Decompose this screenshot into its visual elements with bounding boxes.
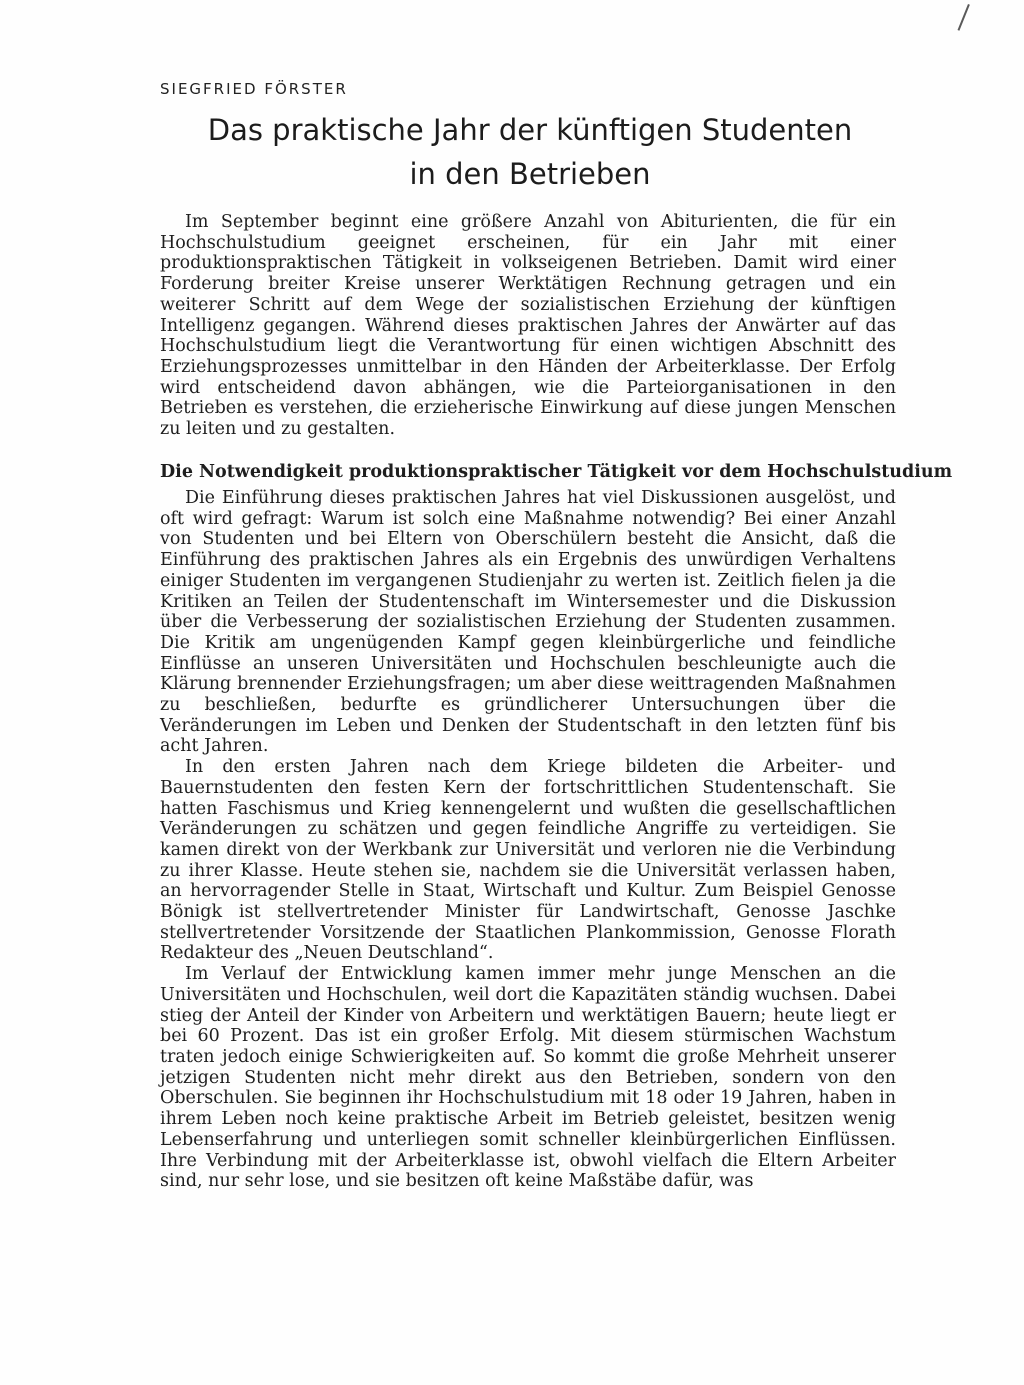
body-paragraph-1: Die Einführung dieses praktischen Jahres hat viel Diskussionen ausgelöst, und oft wird gefragt: Warum ist solch eine Maßnahme notwendig? Bei einer Anzahl von Studenten und bei Eltern von Oberschülern besteht die Ansicht, daß die Einführung des praktischen Jahres als ein Ergebnis des unwürdigen Verhaltens einiger Studenten im vergangenen Studienjahr zu werten ist. Zeitlich fielen ja die Kritiken an Teilen der Studentenschaft im Wintersemester und die Diskussion über die Verbesserung der sozialistischen Erziehung der Studenten zusammen. Die Kritik am ungenügenden Kampf gegen kleinbürgerliche und feindliche Einflüsse an unseren Universitäten und Hochschulen beschleunigte auch die Klärung brennender Erziehungsfragen; um aber diese weittragenden Maßnahmen zu beschließen, bedurfte es gründlicherer Untersuchungen über die Veränderungen im Leben und Denken der Studentschaft in den letzten fünf bis acht Jahren. — [160, 488, 896, 757]
intro-paragraph: Im September beginnt eine größere Anzahl von Abiturienten, die für ein Hochschulstudium geeignet erscheinen, für ein Jahr mit einer produktionspraktischen Tätigkeit in volkseigenen Betrieben. Damit wird einer Forderung breiter Kreise unserer Werktätigen Rechnung getragen und ein weiterer Schritt auf dem Wege der sozialistischen Erziehung der künftigen Intelligenz gegangen. Während dieses praktischen Jahres der Anwärter auf das Hochschulstudium liegt die Verantwortung für einen wichtigen Abschnitt des Erziehungsprozesses unmittelbar in den Händen der Arbeiterklasse. Der Erfolg wird entscheidend davon abhängen, wie die Parteiorganisationen in den Betrieben es verstehen, die erzieherische Einwirkung auf diese jungen Menschen zu leiten und zu gestalten. — [160, 212, 896, 440]
title-line-2: in den Betrieben — [409, 157, 651, 191]
main-text-block — [160, 488, 896, 1192]
title-line-1: Das praktische Jahr der künftigen Studenten — [207, 113, 853, 147]
body-paragraph-3: Im Verlauf der Entwicklung kamen immer mehr junge Menschen an die Universitäten und Hochschulen, weil dort die Kapazitäten ständig wuchsen. Dabei stieg der Anteil der Kinder von Arbeitern und werktätigen Bauern; heute liegt er bei 60 Prozent. Das ist ein großer Erfolg. Mit diesem stürmischen Wachstum traten jedoch einige Schwierigkeiten auf. So kommt die große Mehrheit unserer jetzigen Studenten nicht mehr direkt aus den Betrieben, sondern von den Oberschulen. Sie beginnen ihr Hochschulstudium mit 18 oder 19 Jahren, haben in ihrem Leben noch keine praktische Arbeit im Betrieb geleistet, besitzen wenig Lebenserfahrung und unterliegen somit schneller kleinbürgerlichen Einflüssen. Ihre Verbindung mit der Arbeiterklasse ist, obwohl vielfach die Eltern Arbeiter sind, nur sehr lose, und sie besitzen oft keine Maßstäbe dafür, was — [160, 964, 896, 1192]
section-heading: Die Notwendigkeit produktionspraktischer Tätigkeit vor dem Hochschulstudium — [160, 462, 953, 482]
body-paragraph-2: In den ersten Jahren nach dem Kriege bildeten die Arbeiter- und Bauernstudenten den festen Kern der fortschrittlichen Studentenschaft. Sie hatten Faschismus und Krieg kennengelernt und wußten die gesellschaftlichen Veränderungen zu schätzen und gegen feindliche Angriffe zu verteidigen. Sie kamen direkt von der Werkbank zur Universität und verloren nie die Verbindung zu ihrer Klasse. Heute stehen sie, nachdem sie die Universität verlassen haben, an hervorragender Stelle in Staat, Wirtschaft und Kultur. Zum Beispiel Genosse Bönigk ist stellvertretender Minister für Landwirtschaft, Genosse Jaschke stellvertretender Vorsitzende der Staatlichen Plankommission, Genosse Florath Redakteur des „Neuen Deutschland“. — [160, 757, 896, 964]
page-corner-mark — [958, 4, 970, 31]
article-title — [150, 108, 910, 196]
author-name: SIEGFRIED FÖRSTER — [160, 80, 348, 98]
intro-block — [160, 212, 896, 440]
